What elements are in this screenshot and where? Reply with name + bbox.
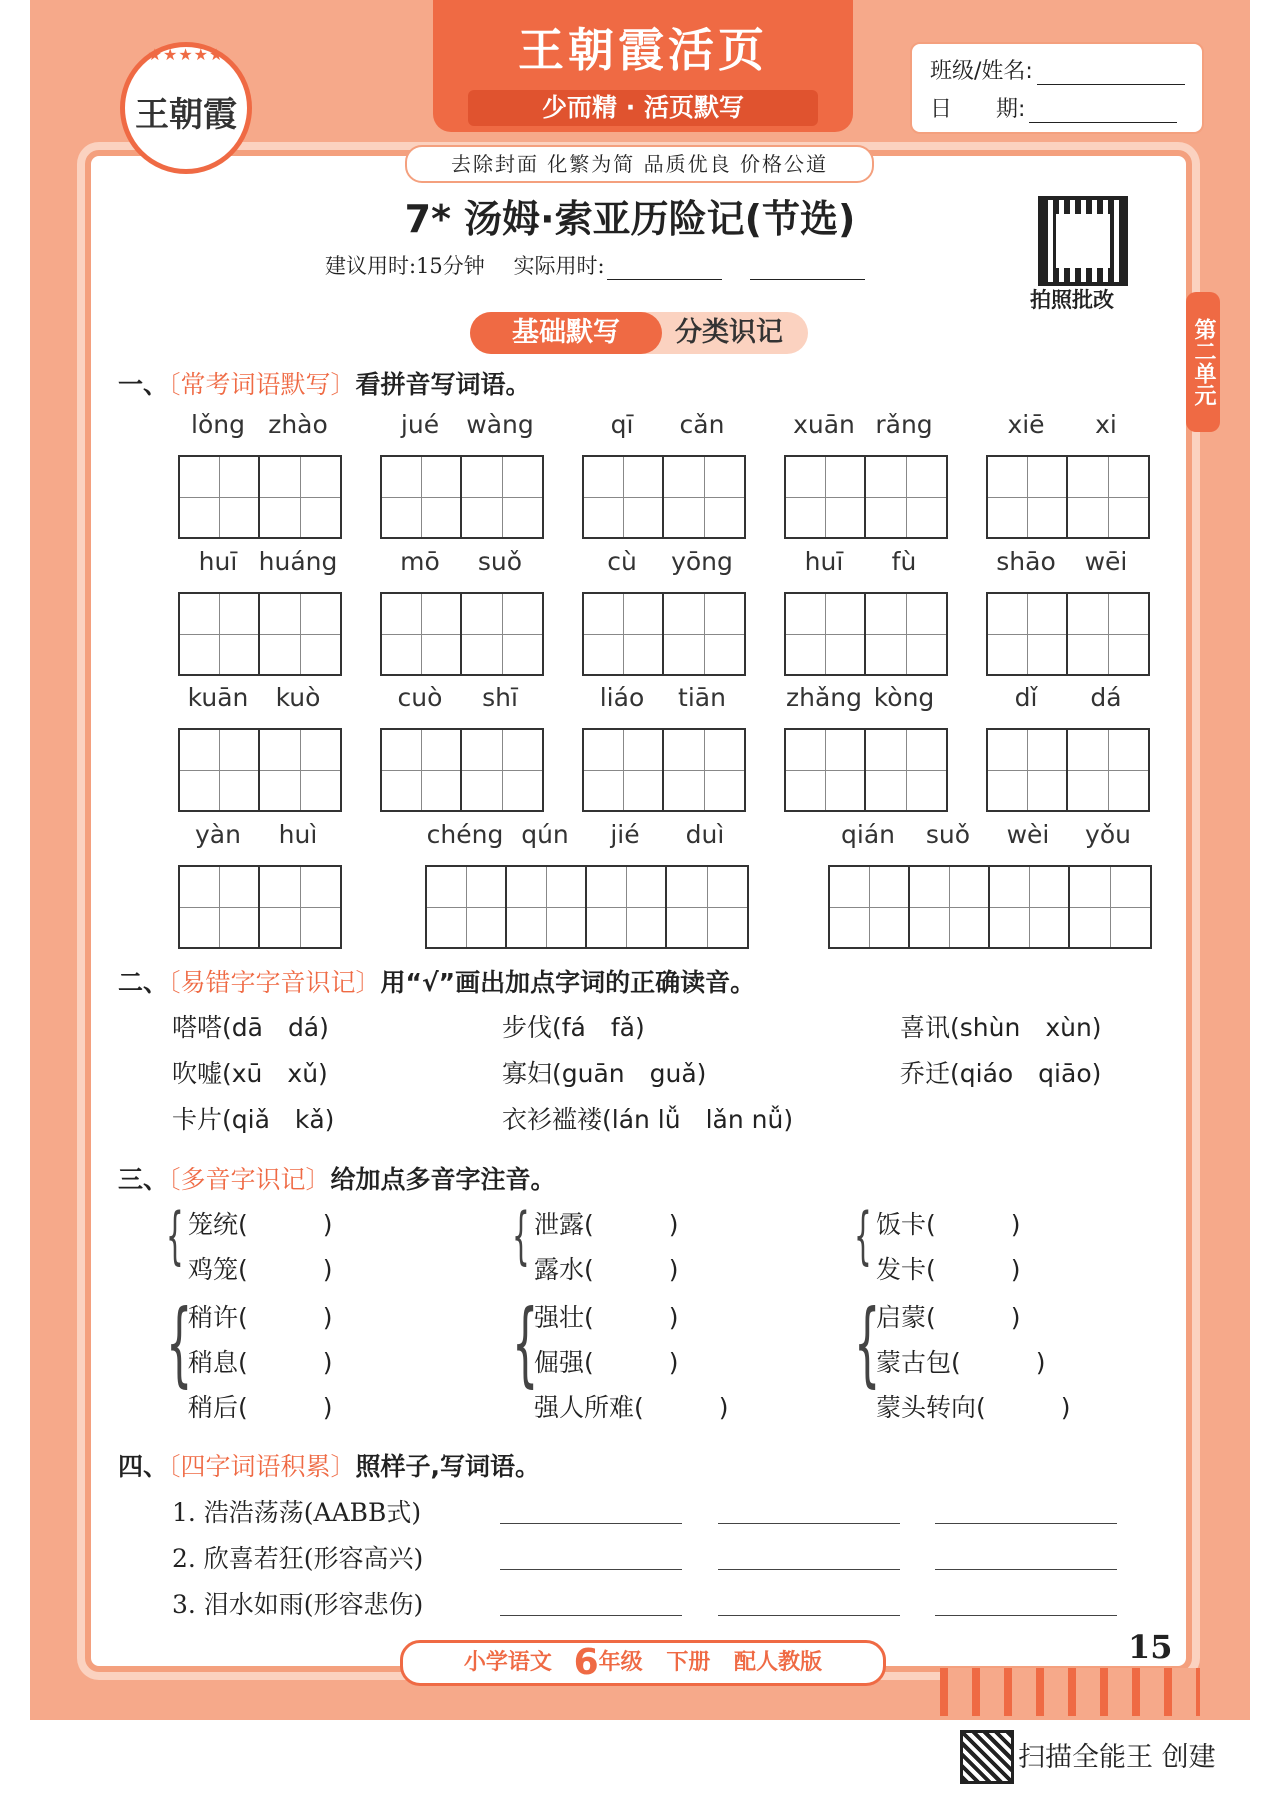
pinyin-syllable: suǒ xyxy=(477,547,523,576)
polyphone-item[interactable]: 笼统( ) xyxy=(188,1210,333,1239)
writing-cell[interactable] xyxy=(180,457,260,537)
pinyin-syllable: xi xyxy=(1095,410,1117,439)
writing-cell[interactable] xyxy=(910,867,990,947)
pinyin-syllable: rǎng xyxy=(875,410,933,439)
star-icons: ★★★★★ xyxy=(147,45,225,64)
slogan-bar: 去除封面 化繁为简 品质优良 价格公道 xyxy=(405,145,874,183)
writing-cell[interactable] xyxy=(664,457,744,537)
reading-choice-item[interactable]: 寡妇(guān guǎ) xyxy=(502,1059,707,1088)
qr-caption: 拍照批改 xyxy=(1030,288,1114,312)
writing-cell[interactable] xyxy=(1070,867,1150,947)
answer-line[interactable] xyxy=(935,1523,1117,1524)
section-pill xyxy=(470,312,808,354)
scanner-qr-icon xyxy=(960,1730,1014,1784)
pinyin-syllable: xiē xyxy=(1007,410,1045,439)
pinyin-syllable: cuò xyxy=(397,683,443,712)
brand-title: 王朝霞活页 xyxy=(518,23,768,77)
writing-cell[interactable] xyxy=(830,867,910,947)
writing-boxes[interactable] xyxy=(380,728,544,812)
writing-boxes[interactable] xyxy=(986,728,1150,812)
writing-cell[interactable] xyxy=(584,457,664,537)
writing-boxes[interactable] xyxy=(178,592,342,676)
polyphone-item[interactable]: 泄露( ) xyxy=(534,1210,679,1239)
pinyin-syllable: xuān xyxy=(793,410,855,439)
writing-cell[interactable] xyxy=(1068,457,1148,537)
idiom-prompt: 3. 泪水如雨(形容悲伤) xyxy=(172,1590,424,1619)
writing-boxes[interactable] xyxy=(178,455,342,539)
polyphone-item[interactable]: 蒙古包( ) xyxy=(876,1348,1046,1377)
brace-icon: { xyxy=(512,1199,530,1272)
q1-heading xyxy=(118,365,531,401)
answer-line[interactable] xyxy=(718,1523,900,1524)
writing-cell[interactable] xyxy=(462,594,542,674)
writing-cell[interactable] xyxy=(990,867,1070,947)
polyphone-item[interactable]: 倔强( ) xyxy=(534,1348,679,1377)
writing-cell[interactable] xyxy=(462,457,542,537)
pinyin-syllable: huáng xyxy=(258,547,338,576)
pinyin-syllable: dá xyxy=(1090,683,1122,712)
pinyin-syllable: lǒng xyxy=(191,410,245,439)
pinyin-syllable: fù xyxy=(891,547,917,576)
date-row xyxy=(930,92,1177,123)
section-active: 基础默写 xyxy=(470,312,662,354)
polyphone-item[interactable]: 强壮( ) xyxy=(534,1303,679,1332)
writing-cell[interactable] xyxy=(260,867,340,947)
writing-cell[interactable] xyxy=(507,867,587,947)
pinyin-syllable: shī xyxy=(482,683,518,712)
class-name-row xyxy=(930,54,1185,85)
writing-cell[interactable] xyxy=(664,730,744,810)
reading-choice-item[interactable]: 喜讯(shùn xùn) xyxy=(900,1013,1102,1042)
writing-cell[interactable] xyxy=(1068,594,1148,674)
writing-boxes[interactable] xyxy=(582,728,746,812)
writing-boxes[interactable] xyxy=(582,455,746,539)
brace-icon: { xyxy=(512,1290,539,1397)
reading-choice-item[interactable]: 步伐(fá fǎ) xyxy=(502,1013,645,1042)
writing-boxes[interactable] xyxy=(178,865,342,949)
answer-line[interactable] xyxy=(718,1569,900,1570)
pinyin-syllable: suǒ xyxy=(925,820,971,849)
scanner-watermark: 扫描全能王 创建 xyxy=(1018,1742,1216,1773)
answer-line[interactable] xyxy=(935,1615,1117,1616)
pinyin-syllable: kòng xyxy=(873,683,935,712)
suggested-time: 建议用时:15分钟 xyxy=(325,254,485,278)
q4-instruction: 照样子,写词语。 xyxy=(355,1452,541,1481)
q1-number: 一、 xyxy=(118,370,169,399)
q1-instruction: 看拼音写词语。 xyxy=(355,370,531,399)
footer-edition: 配人教版 xyxy=(734,1650,823,1675)
pinyin-syllable: mō xyxy=(400,547,440,576)
pinyin-syllable: huì xyxy=(278,820,318,849)
writing-boxes[interactable] xyxy=(425,865,749,949)
pinyin-syllable: cù xyxy=(607,547,637,576)
pinyin-syllable: shāo xyxy=(996,547,1056,576)
brace-icon: { xyxy=(166,1199,184,1272)
q2-number: 二、 xyxy=(118,968,169,997)
pinyin-syllable: qī xyxy=(610,410,634,439)
polyphone-item[interactable]: 饭卡( ) xyxy=(876,1210,1021,1239)
writing-cell[interactable] xyxy=(866,594,946,674)
writing-cell[interactable] xyxy=(587,867,667,947)
reading-choice-item[interactable]: 嗒嗒(dā dá) xyxy=(172,1013,329,1042)
polyphone-item[interactable]: 露水( ) xyxy=(534,1255,679,1284)
writing-cell[interactable] xyxy=(1068,730,1148,810)
lesson-title: 7* 汤姆·索亚历险记(节选) xyxy=(404,197,856,241)
q4-heading xyxy=(118,1447,540,1483)
answer-line[interactable] xyxy=(718,1615,900,1616)
pinyin-syllable: kuò xyxy=(275,683,321,712)
decorative-stripes xyxy=(940,1668,1200,1716)
pinyin-syllable: duì xyxy=(685,820,725,849)
pinyin-syllable: dǐ xyxy=(1014,683,1038,712)
writing-boxes[interactable] xyxy=(380,455,544,539)
student-info-box xyxy=(910,42,1204,134)
class-name-field[interactable] xyxy=(1037,62,1185,85)
answer-line[interactable] xyxy=(500,1523,682,1524)
class-name-label: 班级/姓名: xyxy=(930,59,1033,84)
q2-tag: 〔易错字字音识记〕 xyxy=(168,968,381,997)
writing-cell[interactable] xyxy=(667,867,747,947)
brace-icon: { xyxy=(854,1290,881,1397)
writing-cell[interactable] xyxy=(382,457,462,537)
brace-icon: { xyxy=(854,1199,872,1272)
writing-cell[interactable] xyxy=(866,730,946,810)
footer-bar xyxy=(400,1640,886,1686)
answer-line[interactable] xyxy=(500,1569,682,1570)
polyphone-item[interactable]: 强人所难( ) xyxy=(534,1393,729,1422)
time-row xyxy=(325,250,865,280)
date-field[interactable] xyxy=(1029,100,1177,123)
polyphone-item[interactable]: 发卡( ) xyxy=(876,1255,1021,1284)
q3-tag: 〔多音字识记〕 xyxy=(168,1165,331,1194)
writing-cell[interactable] xyxy=(584,730,664,810)
qr-code-icon[interactable] xyxy=(1038,196,1128,286)
reading-choice-item[interactable]: 乔迁(qiáo qiāo) xyxy=(900,1059,1102,1088)
q4-tag: 〔四字词语积累〕 xyxy=(168,1452,356,1481)
reading-choice-item[interactable]: 衣衫褴褛(lán lǚ lǎn nǚ) xyxy=(502,1105,794,1134)
actual-time-field[interactable] xyxy=(607,257,722,280)
writing-cell[interactable] xyxy=(988,457,1068,537)
writing-cell[interactable] xyxy=(180,594,260,674)
pinyin-syllable: zhào xyxy=(268,410,328,439)
polyphone-item[interactable]: 蒙头转向( ) xyxy=(876,1393,1071,1422)
section-inactive: 分类识记 xyxy=(675,317,783,348)
brand-logo xyxy=(120,42,252,174)
pinyin-syllable: yǒu xyxy=(1085,820,1131,849)
pinyin-syllable: kuān xyxy=(187,683,249,712)
footer-term: 下册 xyxy=(666,1650,711,1675)
polyphone-item[interactable]: 稍后( ) xyxy=(188,1393,333,1422)
writing-cell[interactable] xyxy=(260,730,340,810)
brand-subtitle: 少而精 · 活页默写 xyxy=(468,90,818,126)
footer-subject: 小学语文 xyxy=(463,1650,552,1675)
pinyin-syllable: wèi xyxy=(1006,820,1050,849)
polyphone-item[interactable]: 启蒙( ) xyxy=(876,1303,1021,1332)
pinyin-syllable: wàng xyxy=(466,410,534,439)
writing-cell[interactable] xyxy=(180,867,260,947)
writing-boxes[interactable] xyxy=(784,455,948,539)
writing-boxes[interactable] xyxy=(784,592,948,676)
writing-cell[interactable] xyxy=(382,730,462,810)
writing-cell[interactable] xyxy=(382,594,462,674)
writing-boxes[interactable] xyxy=(582,592,746,676)
pinyin-syllable: huī xyxy=(198,547,238,576)
reading-choice-item[interactable]: 吹嘘(xū xǔ) xyxy=(172,1059,328,1088)
unit-tab: 第二单元 xyxy=(1186,292,1220,432)
q2-instruction: 用“√”画出加点字词的正确读音。 xyxy=(380,968,756,997)
writing-boxes[interactable] xyxy=(828,865,1152,949)
q3-number: 三、 xyxy=(118,1165,169,1194)
pinyin-syllable: cǎn xyxy=(679,410,725,439)
writing-boxes[interactable] xyxy=(784,728,948,812)
writing-cell[interactable] xyxy=(786,457,866,537)
writing-cell[interactable] xyxy=(584,594,664,674)
writing-boxes[interactable] xyxy=(986,592,1150,676)
pinyin-syllable: huī xyxy=(804,547,844,576)
q1-tag: 〔常考词语默写〕 xyxy=(168,370,356,399)
pinyin-syllable: wēi xyxy=(1084,547,1128,576)
footer-grade: 年级 xyxy=(598,1650,643,1675)
writing-cell[interactable] xyxy=(260,457,340,537)
date-label: 日 期: xyxy=(930,97,1026,122)
writing-cell[interactable] xyxy=(180,730,260,810)
polyphone-item[interactable]: 稍息( ) xyxy=(188,1348,333,1377)
writing-cell[interactable] xyxy=(664,594,744,674)
logo-text: 王朝霞 xyxy=(135,95,237,135)
pinyin-syllable: qián xyxy=(841,820,895,849)
pinyin-syllable: jié xyxy=(610,820,640,849)
writing-cell[interactable] xyxy=(786,594,866,674)
answer-line[interactable] xyxy=(500,1615,682,1616)
writing-cell[interactable] xyxy=(866,457,946,537)
answer-line[interactable] xyxy=(935,1569,1117,1570)
actual-time-label: 实际用时: xyxy=(513,254,605,278)
idiom-prompt: 1. 浩浩荡荡(AABB式) xyxy=(172,1498,422,1527)
writing-boxes[interactable] xyxy=(380,592,544,676)
pinyin-syllable: qún xyxy=(521,820,569,849)
writing-cell[interactable] xyxy=(988,594,1068,674)
writing-boxes[interactable] xyxy=(178,728,342,812)
q4-number: 四、 xyxy=(118,1452,169,1481)
q3-heading xyxy=(118,1160,556,1196)
footer-grade-number: 6 xyxy=(573,1642,599,1683)
pinyin-syllable: yōng xyxy=(671,547,733,576)
pinyin-syllable: liáo xyxy=(599,683,645,712)
writing-cell[interactable] xyxy=(462,730,542,810)
writing-cell[interactable] xyxy=(988,730,1068,810)
pinyin-syllable: yàn xyxy=(195,820,241,849)
pinyin-syllable: tiān xyxy=(678,683,726,712)
brand-banner xyxy=(433,0,853,132)
idiom-prompt: 2. 欣喜若狂(形容高兴) xyxy=(172,1544,424,1573)
pinyin-syllable: jué xyxy=(400,410,440,439)
writing-cell[interactable] xyxy=(427,867,507,947)
page-number: 15 xyxy=(1128,1628,1173,1666)
polyphone-item[interactable]: 稍许( ) xyxy=(188,1303,333,1332)
actual-time-field-2[interactable] xyxy=(750,257,865,280)
q2-heading xyxy=(118,963,755,999)
q3-instruction: 给加点多音字注音。 xyxy=(330,1165,556,1194)
pinyin-syllable: zhǎng xyxy=(785,683,862,712)
writing-cell[interactable] xyxy=(260,594,340,674)
brace-icon: { xyxy=(166,1290,193,1397)
polyphone-item[interactable]: 鸡笼( ) xyxy=(188,1255,333,1284)
reading-choice-item[interactable]: 卡片(qiǎ kǎ) xyxy=(172,1105,335,1134)
writing-boxes[interactable] xyxy=(986,455,1150,539)
pinyin-syllable: chéng xyxy=(426,820,504,849)
writing-cell[interactable] xyxy=(786,730,866,810)
